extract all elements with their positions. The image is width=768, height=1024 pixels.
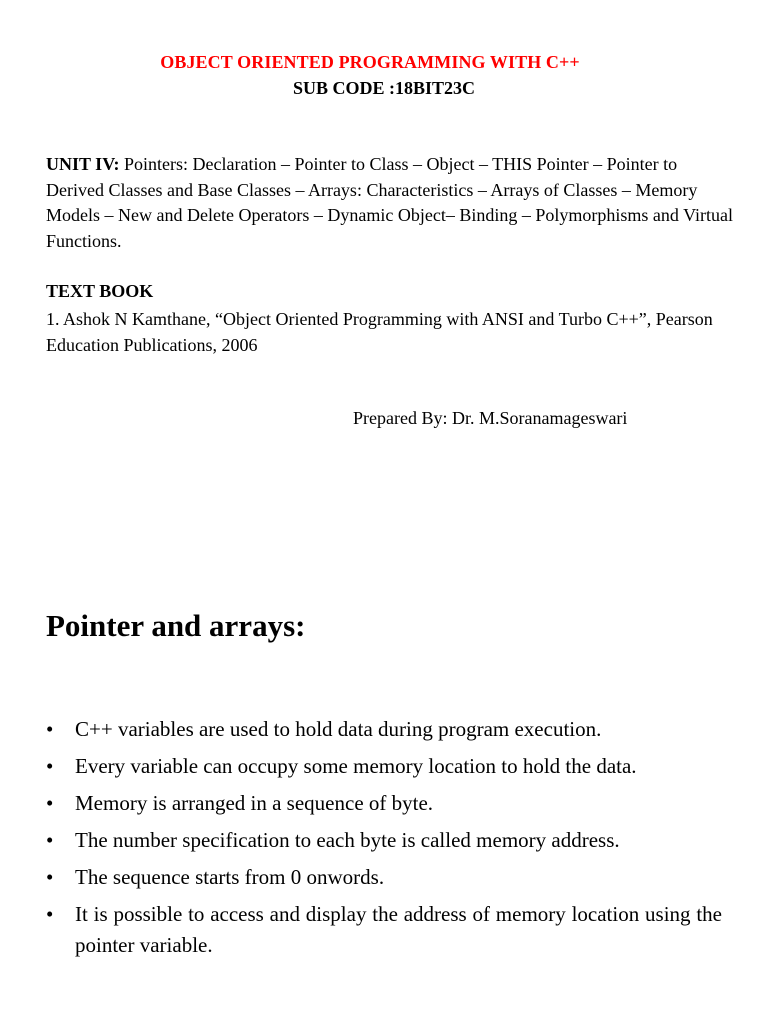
list-item	[46, 788, 722, 819]
list-item-text: Every variable can occupy some memory location to hold the data.	[75, 754, 637, 778]
prepared-by: Prepared By: Dr. M.Soranamageswari	[353, 408, 628, 428]
section-heading: Pointer and arrays:	[46, 608, 306, 643]
list-item-text: The number specification to each byte is called memory address.	[75, 828, 620, 852]
unit-topics: Pointers: Declaration – Pointer to Class – Object – THIS Pointer – Pointer to Derived Classes and Base Classes – Arrays: Characteristics – Arrays of Classes – Memory Models – New and Delete Operators – Dynamic Object– Binding – Polymorphisms and Virtual Functions.	[46, 154, 733, 251]
bullet-icon: •	[46, 791, 54, 815]
list-item	[46, 751, 722, 782]
unit-description	[46, 152, 736, 254]
bullet-icon: •	[46, 754, 54, 778]
textbook-heading: TEXT BOOK	[46, 281, 154, 301]
subject-code: SUB CODE :18BIT23C	[292, 78, 476, 98]
bullet-icon: •	[46, 865, 54, 889]
list-item	[46, 825, 722, 856]
bullet-list	[46, 714, 722, 967]
unit-label: UNIT IV:	[46, 154, 120, 174]
list-item-text: The sequence starts from 0 onwords.	[75, 865, 385, 889]
list-item-text: It is possible to access and display the address of memory location using the pointer variable.	[75, 902, 722, 957]
document-title: OBJECT ORIENTED PROGRAMMING WITH C++	[160, 52, 580, 72]
list-item-text: C++ variables are used to hold data during program execution.	[75, 717, 602, 741]
list-item	[46, 862, 722, 893]
list-item-text: Memory is arranged in a sequence of byte.	[75, 791, 434, 815]
list-item	[46, 714, 722, 745]
textbook-entry: 1. Ashok N Kamthane, “Object Oriented Programming with ANSI and Turbo C++”, Pearson Education Publications, 2006	[46, 309, 713, 355]
bullet-icon: •	[46, 828, 54, 852]
list-item	[46, 899, 722, 960]
bullet-icon: •	[46, 717, 54, 741]
bullet-icon: •	[46, 902, 54, 926]
